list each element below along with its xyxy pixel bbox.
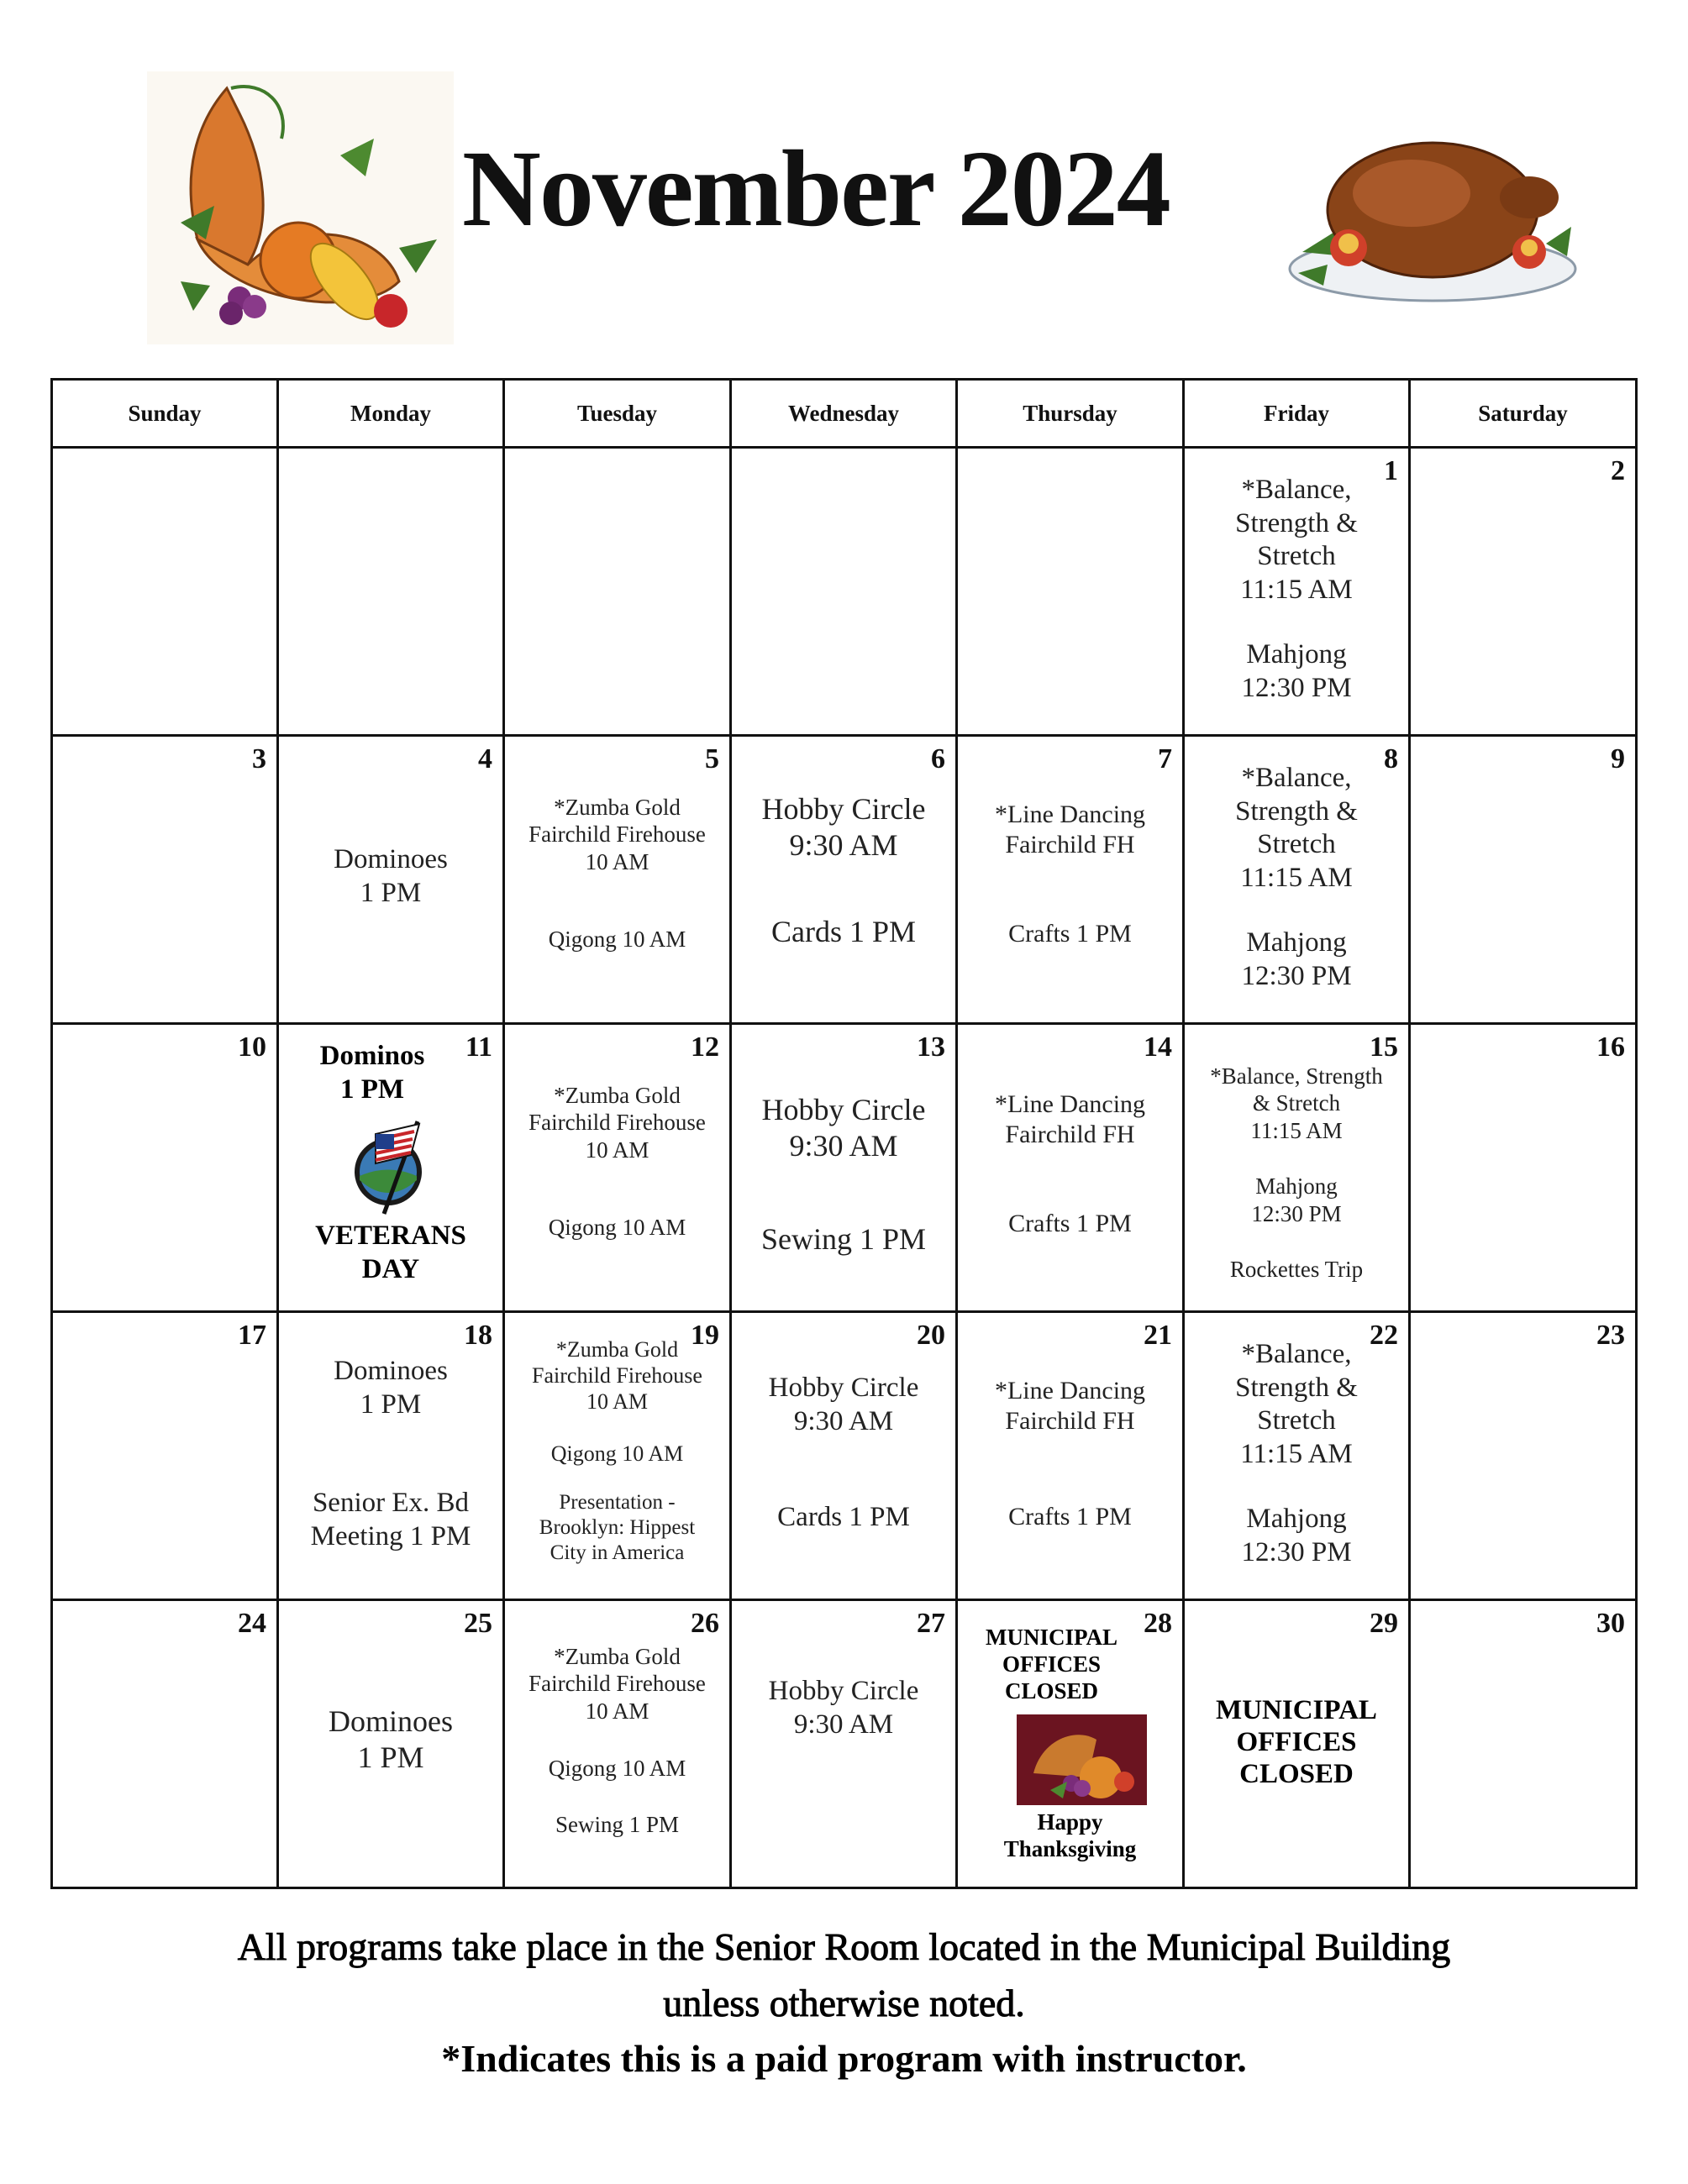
event-mahjong: Mahjong 12:30 PM: [1241, 927, 1352, 991]
day-cell-17: [52, 1312, 278, 1600]
veterans-day-label: VETERANS DAY: [315, 1221, 466, 1284]
day-cell-18: [278, 1312, 504, 1600]
event-dominoes: Dominoes 1 PM: [334, 1356, 448, 1420]
event-mahjong: Mahjong 12:30 PM: [1241, 639, 1352, 703]
day-cell-19: [504, 1312, 731, 1600]
day-number: 17: [238, 1320, 266, 1351]
day-cell-empty: [278, 448, 504, 736]
day-cell-16: [1410, 1024, 1637, 1312]
day-cell-2: [1410, 448, 1637, 736]
day-number: 29: [1370, 1608, 1398, 1639]
event-qigong: Qigong 10 AM: [550, 1441, 684, 1466]
event-mahjong: Mahjong 12:30 PM: [1241, 1504, 1352, 1567]
weekday-thursday: Thursday: [957, 380, 1184, 448]
day-cell-29: [1184, 1600, 1410, 1888]
day-cell-22: [1184, 1312, 1410, 1600]
event-qigong: Qigong 10 AM: [548, 1215, 686, 1241]
event-crafts: Crafts 1 PM: [1008, 920, 1132, 948]
day-number: 8: [1384, 743, 1398, 774]
municipal-offices-closed-label: MUNICIPAL OFFICES CLOSED: [1216, 1695, 1377, 1789]
event-dominoes: Dominoes 1 PM: [334, 844, 448, 908]
day-cell-28: [957, 1600, 1184, 1888]
event-hobby-circle: Hobby Circle 9:30 AM: [768, 1373, 919, 1436]
day-cell-25: [278, 1600, 504, 1888]
event-zumba-gold: *Zumba Gold Fairchild Firehouse 10 AM: [528, 1083, 706, 1163]
week-row: [52, 448, 1637, 736]
cornucopia-icon: [147, 71, 454, 344]
day-number: 27: [917, 1608, 945, 1639]
footer-notes: [0, 1919, 1688, 2087]
day-number: 1: [1384, 455, 1398, 486]
event-balance-strength-stretch: *Balance, Strength & Stretch 11:15 AM: [1235, 475, 1358, 605]
day-number: 25: [464, 1608, 492, 1639]
page-title: November 2024: [462, 129, 1170, 249]
event-sewing: Sewing 1 PM: [760, 1222, 927, 1257]
weekday-saturday: Saturday: [1410, 380, 1637, 448]
day-cell-14: [957, 1024, 1184, 1312]
day-number: 13: [917, 1032, 945, 1063]
day-cell-1: [1184, 448, 1410, 736]
event-line-dancing: *Line Dancing Fairchild FH: [994, 801, 1146, 858]
day-number: 28: [1144, 1608, 1172, 1639]
event-dominoes: Dominoes 1 PM: [329, 1704, 453, 1775]
event-balance-strength-stretch: *Balance, Strength & Stretch 11:15 AM: [1210, 1063, 1383, 1143]
day-number: 21: [1144, 1320, 1172, 1351]
day-number: 9: [1611, 743, 1625, 774]
day-number: 6: [931, 743, 945, 774]
day-number: 10: [238, 1032, 266, 1063]
day-number: 16: [1596, 1032, 1625, 1063]
event-crafts: Crafts 1 PM: [1008, 1210, 1132, 1237]
event-mahjong: Mahjong 12:30 PM: [1251, 1173, 1342, 1226]
event-presentation: Presentation - Brooklyn: Hippest City in America: [539, 1490, 696, 1564]
week-row: [52, 1312, 1637, 1600]
day-number: 30: [1596, 1608, 1625, 1639]
day-cell-3: [52, 736, 278, 1024]
day-cell-empty: [504, 448, 731, 736]
day-cell-21: [957, 1312, 1184, 1600]
week-row: [52, 736, 1637, 1024]
event-balance-strength-stretch: *Balance, Strength & Stretch 11:15 AM: [1235, 1339, 1358, 1469]
event-hobby-circle: Hobby Circle 9:30 AM: [768, 1676, 919, 1740]
day-cell-empty: [957, 448, 1184, 736]
day-cell-13: [731, 1024, 957, 1312]
day-number: 26: [691, 1608, 719, 1639]
event-qigong: Qigong 10 AM: [548, 1756, 686, 1782]
event-zumba-gold: *Zumba Gold Fairchild Firehouse 10 AM: [528, 795, 706, 874]
calendar-grid: [50, 378, 1638, 1889]
day-number: 3: [252, 743, 266, 774]
weekday-header-row: [52, 380, 1637, 448]
week-row: [52, 1024, 1637, 1312]
day-cell-20: [731, 1312, 957, 1600]
event-qigong: Qigong 10 AM: [548, 927, 686, 953]
weekday-tuesday: Tuesday: [504, 380, 731, 448]
day-number: 15: [1370, 1032, 1398, 1063]
day-number: 20: [917, 1320, 945, 1351]
weekday-monday: Monday: [278, 380, 504, 448]
day-cell-10: [52, 1024, 278, 1312]
event-sewing: Sewing 1 PM: [555, 1811, 680, 1837]
day-cell-7: [957, 736, 1184, 1024]
event-rockettes-trip: Rockettes Trip: [1229, 1256, 1364, 1282]
day-number: 19: [691, 1320, 719, 1351]
day-number: 14: [1144, 1032, 1172, 1063]
day-cell-4: [278, 736, 504, 1024]
day-number: 24: [238, 1608, 266, 1639]
day-number: 4: [478, 743, 492, 774]
event-zumba-gold: *Zumba Gold Fairchild Firehouse 10 AM: [532, 1337, 702, 1415]
day-cell-6: [731, 736, 957, 1024]
day-number: 18: [464, 1320, 492, 1351]
day-number: 22: [1370, 1320, 1398, 1351]
event-cards: Cards 1 PM: [770, 915, 917, 949]
day-cell-5: [504, 736, 731, 1024]
day-cell-23: [1410, 1312, 1637, 1600]
day-number: 11: [465, 1032, 492, 1063]
day-cell-24: [52, 1600, 278, 1888]
day-cell-26: [504, 1600, 731, 1888]
footer-line-3: *Indicates this is a paid program with instructor.: [441, 2037, 1247, 2081]
day-cell-27: [731, 1600, 957, 1888]
footer-line-2: unless otherwise noted.: [663, 1981, 1025, 2024]
event-line-dancing: *Line Dancing Fairchild FH: [994, 1377, 1146, 1435]
happy-thanksgiving-label: Happy Thanksgiving: [1003, 1809, 1137, 1861]
day-cell-11: [278, 1024, 504, 1312]
weekday-wednesday: Wednesday: [731, 380, 957, 448]
day-number: 12: [691, 1032, 719, 1063]
event-line-dancing: *Line Dancing Fairchild FH: [994, 1090, 1146, 1148]
day-number: 2: [1611, 455, 1625, 486]
day-cell-9: [1410, 736, 1637, 1024]
day-cell-12: [504, 1024, 731, 1312]
day-cell-30: [1410, 1600, 1637, 1888]
event-balance-strength-stretch: *Balance, Strength & Stretch 11:15 AM: [1235, 763, 1358, 893]
cornucopia-icon: [1017, 1714, 1147, 1805]
event-crafts: Crafts 1 PM: [1008, 1503, 1132, 1530]
footer-line-1: All programs take place in the Senior Room located in the Municipal Building: [237, 1925, 1451, 1968]
event-senior-board-meeting: Senior Ex. Bd Meeting 1 PM: [310, 1488, 471, 1551]
event-zumba-gold: *Zumba Gold Fairchild Firehouse 10 AM: [528, 1644, 706, 1724]
municipal-offices-closed-label: MUNICIPAL OFFICES CLOSED: [986, 1625, 1117, 1704]
day-cell-8: [1184, 736, 1410, 1024]
day-cell-15: [1184, 1024, 1410, 1312]
day-cell-empty: [731, 448, 957, 736]
calendar-header: [0, 0, 1688, 370]
day-number: 5: [705, 743, 719, 774]
event-hobby-circle: Hobby Circle 9:30 AM: [761, 1093, 926, 1163]
event-cards: Cards 1 PM: [777, 1502, 910, 1533]
weekday-sunday: Sunday: [52, 380, 278, 448]
event-dominos: Dominos 1 PM: [319, 1041, 425, 1105]
day-number: 7: [1158, 743, 1172, 774]
american-flag-icon: [350, 1117, 434, 1218]
event-hobby-circle: Hobby Circle 9:30 AM: [761, 792, 926, 863]
week-row: [52, 1600, 1637, 1888]
day-number: 23: [1596, 1320, 1625, 1351]
weekday-friday: Friday: [1184, 380, 1410, 448]
day-cell-empty: [52, 448, 278, 736]
roast-turkey-icon: [1277, 118, 1588, 311]
